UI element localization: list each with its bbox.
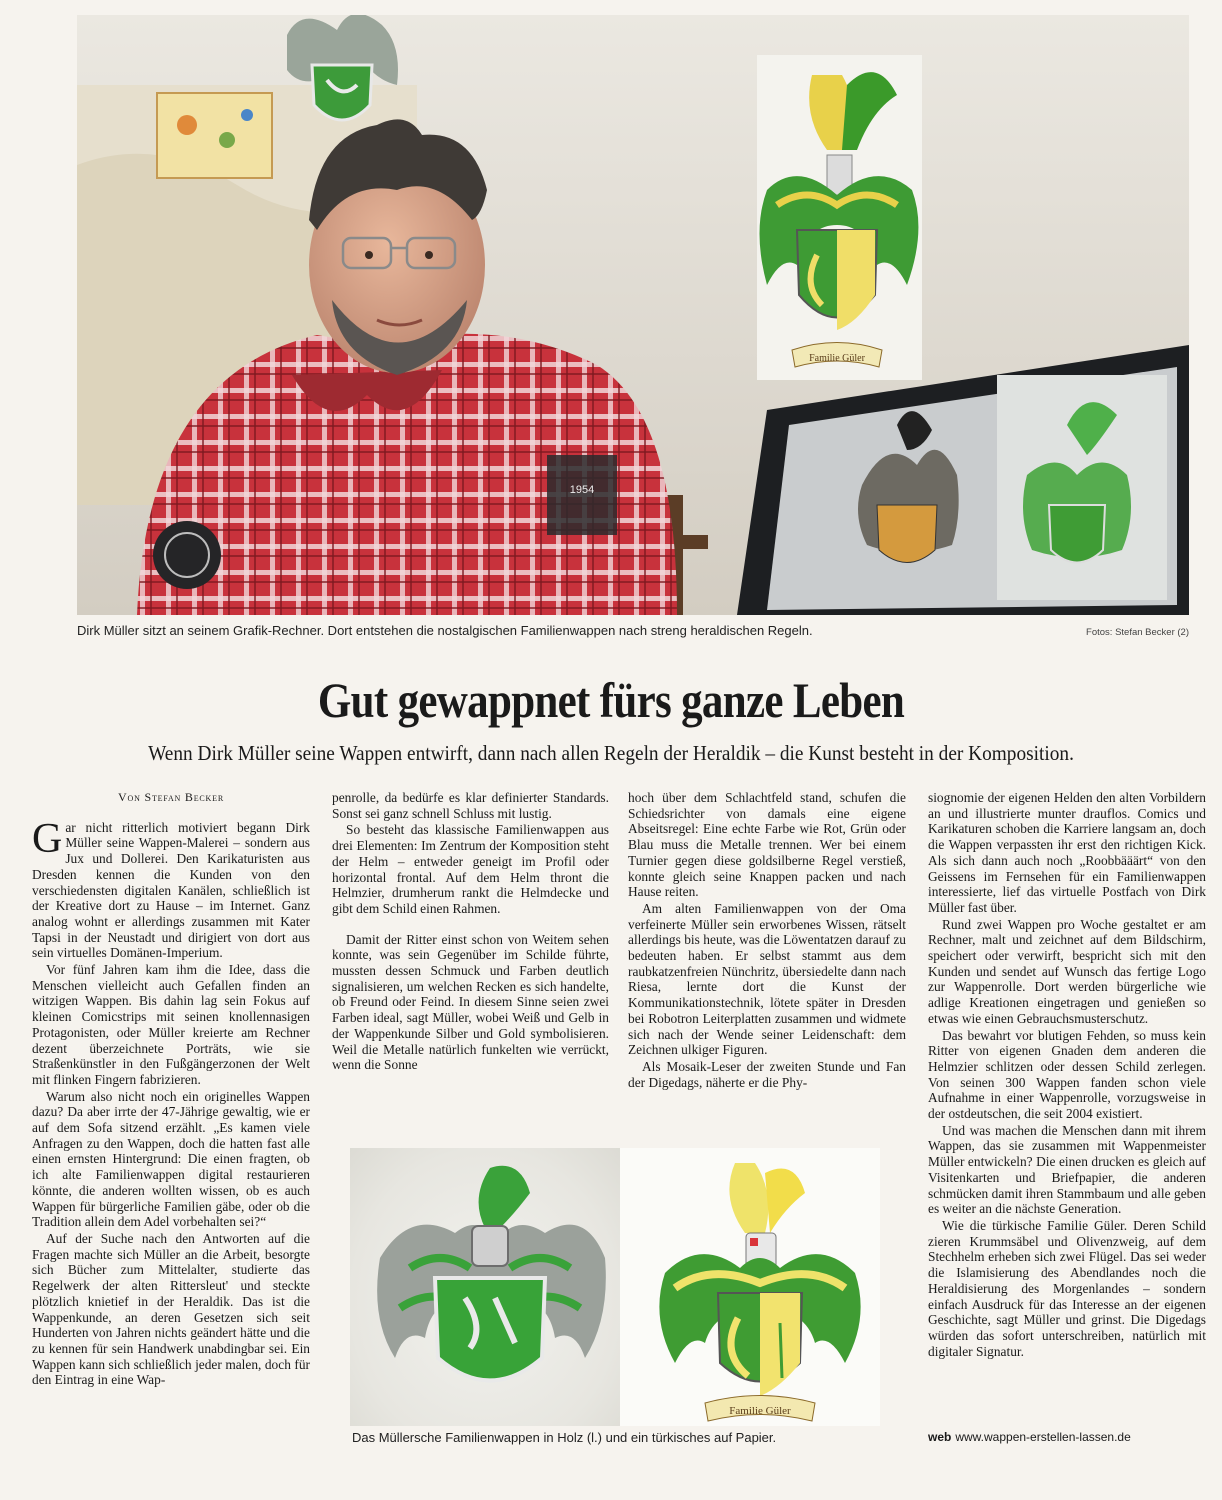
paragraph: Als Mosaik-Leser der zweiten Stunde und Fan der Digedags, näherte er die Phy- bbox=[628, 1058, 906, 1090]
inset-image bbox=[350, 1148, 880, 1426]
author-byline: Von Stefan Becker bbox=[118, 790, 224, 804]
paragraph: hoch über dem Schlachtfeld stand, schufen die Schiedsrichter von damals eine eigene Abseitsregel: Eine echte Farbe wie Rot, Grün oder Blau muss die Metalle trennen. Wer bei einem Turnier gegen diese goldsilberne Regel verstieß, konnte gleich seine Knappen packen und nach Hause reiten. bbox=[628, 790, 906, 900]
article-subheadline: Wenn Dirk Müller seine Wappen entwirft, dann nach allen Regeln der Heraldik – die Kunst besteht in der Komposition. bbox=[148, 741, 1074, 765]
dropcap-letter: G bbox=[32, 815, 63, 862]
column-2 bbox=[332, 790, 609, 1073]
web-url[interactable]: www.wappen-erstellen-lassen.de bbox=[955, 1430, 1131, 1444]
inset-motto: Familie Güler bbox=[729, 1405, 791, 1417]
shirt-badge-text: 1954 bbox=[569, 484, 595, 496]
article-headline: Gut gewappnet fürs ganze Leben bbox=[317, 672, 905, 728]
paragraph: Vor fünf Jahren kam ihm die Idee, dass die Menschen vielleicht auch Gefallen finden an witzigen Wappen. Bis dahin lag sein Fokus auf kleinen Comicstrips mit seinen knollennasigen Protagonisten, oder Müller kreierte am Rechner dezent überzeichnete Porträts, wie sie Straßenkünstler in den Fußgängerzonen der Welt mit flinken Fingern fabrizieren. bbox=[32, 962, 310, 1087]
column-4 bbox=[928, 790, 1206, 1359]
coat-of-arms-illustration bbox=[350, 1148, 880, 1426]
photo-credit: Fotos: Stefan Becker (2) bbox=[1086, 627, 1189, 638]
paragraph: Damit der Ritter einst schon von Weitem sehen konnte, was sein Gegenüber im Schilde führte, mussten dessen Schmuck und Farben deutlich signalisieren, um welchen Recken es sich handelte, ob Freund oder Feind. In diesem Sinne seien zwei Farben ideal, sagt Müller, wobei Weiß und Gelb in der Wappenkunde Silber und Gold symbolisieren. Weil die Metalle natürlich funkelten wie verrückt, wenn die Sonne bbox=[332, 931, 609, 1073]
web-label: web bbox=[928, 1430, 952, 1444]
paragraph: So besteht das klassische Familienwappen aus drei Elementen: Im Zentrum der Komposition steht der Helm – entweder geneigt im Profil oder horizontal frontal. Auf dem Helm thront die Helmzier, drumherum rankt die Helmdecke und gibt dem Schild einen Rahmen. bbox=[332, 822, 609, 916]
paragraph: Wie die türkische Familie Güler. Deren Schild zieren Krummsäbel und Olivenzweig, auf dem Stechhelm erheben sich zwei Flügel. Das sei weder die Islamisierung des Abendlandes noch die Heraldisierung des Morgenlandes – sondern einfach Ausdruck für das Interesse an der eigenen Geschichte, sagt Müller und grinst. Die Digedags würden das sofort unterschreiben, natürlich mit digitaler Signatur. bbox=[928, 1217, 1206, 1359]
main-photo bbox=[77, 15, 1189, 615]
poster-motto: Familie Güler bbox=[809, 353, 865, 364]
paragraph: penrolle, da bedürfe es klar definierter Standards. Sonst sei ganz schnell Schluss mit lustig. bbox=[332, 790, 609, 821]
photo-illustration bbox=[77, 15, 1189, 615]
column-1 bbox=[32, 790, 310, 1388]
paragraph: siognomie der eigenen Helden den alten Vorbildern an und illustrierte munter drauflos. Comics und Karikaturen schoben die Karriere langsam an, doch die Wappen verpassten ihr erst den richtigen Kick. Als sich dann auch noch „Roobbääärt“ von den Geissens im Fernsehen für ein Familienwappen interessierte, lief das virtuelle Postfach von Dirk Müller fast über. bbox=[928, 790, 1206, 915]
paragraph: Warum also nicht noch ein originelles Wappen dazu? Da aber irrte der 47-Jährige gewaltig, wie er auf dem Sofa sitzend erzählt. „Es kamen viele Anfragen zu den Wappen, doch die hatten fast alle einen ernsten Hintergrund: Die einen fragten, ob ich alte Familienwappen digital restaurieren könnte, die anderen wollten wissen, ob es auch Wappen für bürgerliche Familien gäbe, oder ob die Tradition allein dem Adel vorbehalten sei?“ bbox=[32, 1088, 310, 1230]
paragraph: Und was machen die Menschen dann mit ihrem Wappen, das sie zusammen mit Wappenmeister Müller entwickeln? Die einen drucken es gleich auf Visitenkarten und Briefpapier, die anderen schmücken damit ihren Stammbaum und alle geben es weiter an die nächste Generation. bbox=[928, 1122, 1206, 1217]
photo-caption: Dirk Müller sitzt an seinem Grafik-Rechner. Dort entstehen die nostalgischen Familienwappen nach streng heraldischen Regeln. bbox=[77, 623, 813, 638]
paragraph: Rund zwei Wappen pro Woche gestaltet er am Rechner, malt und zeichnet auf dem Bildschirm, speichert oder verwirft, bespricht sich mit den Kunden und sendet auf Wunsch das fertige Logo zur Wappenrolle. Dort werden bürgerliche wie adlige Kreationen eingetragen und genießen so etwas wie einen Gebrauchsmusterschutz. bbox=[928, 916, 1206, 1026]
column-3 bbox=[628, 790, 906, 1090]
web-reference bbox=[928, 1430, 1188, 1444]
paragraph: Gar nicht ritterlich motiviert begann Dirk Müller seine Wappen-Malerei – sondern aus Jux und Dollerei. Den Karikaturisten aus Dresden kennen die Kunden von den verschiedensten digitalen Kanälen, schließlich ist der Kreative dort zu Hause – im Internet. Ganz analog wohnt er allerdings zusammen mit Kater Tapsi in der Neustadt und dirigiert von dort aus sein virtuelles Domänen-Imperium. bbox=[32, 815, 310, 961]
paragraph: Am alten Familienwappen von der Oma verfeinerte Müller sein erworbenes Wissen, rätselt allerdings bis heute, was die Löwentatzen darauf zu bedeuten haben. Er selbst stammt aus dem raubkatzenfreien Nünchritz, übersiedelte dann nach Riesa, lernte dort die Kunst der Kommunikationstechnik, lötete später in Dresden bei Robotron Leiterplatten zusammen und widmete sich nach der Wende seiner Leidenschaft: dem Zeichnen ulkiger Figuren. bbox=[628, 900, 906, 1058]
paragraph: Auf der Suche nach den Antworten auf die Fragen machte sich Müller an die Arbeit, besorgte sich Bücher zum Mittelalter, studierte das Regelwerk der alten Rittersleut' und steckte plötzlich knietief in der Heraldik. Das ist die Wappenkunde, an deren Gesetzen sich seit Hunderten von Jahren nichts geändert hätte und die zu kennen für sein Handwerk unabdingbar sei. Ein Wappen kann sich schließlich jeder malen, doch für den Eintrag in eine Wap- bbox=[32, 1230, 310, 1388]
inset-caption: Das Müllersche Familienwappen in Holz (l.) und ein türkisches auf Papier. bbox=[352, 1430, 777, 1445]
paragraph: Das bewahrt vor blutigen Fehden, so muss kein Ritter von eigenen Gnaden dem anderen die Helmzier schlitzen oder dessen Schild zerlegen. Von seinen 300 Wappen fanden schon viele Aufnahme in einer Wappenrolle, vorzugsweise in der ostdeutschen, die seit 2004 existiert. bbox=[928, 1027, 1206, 1122]
